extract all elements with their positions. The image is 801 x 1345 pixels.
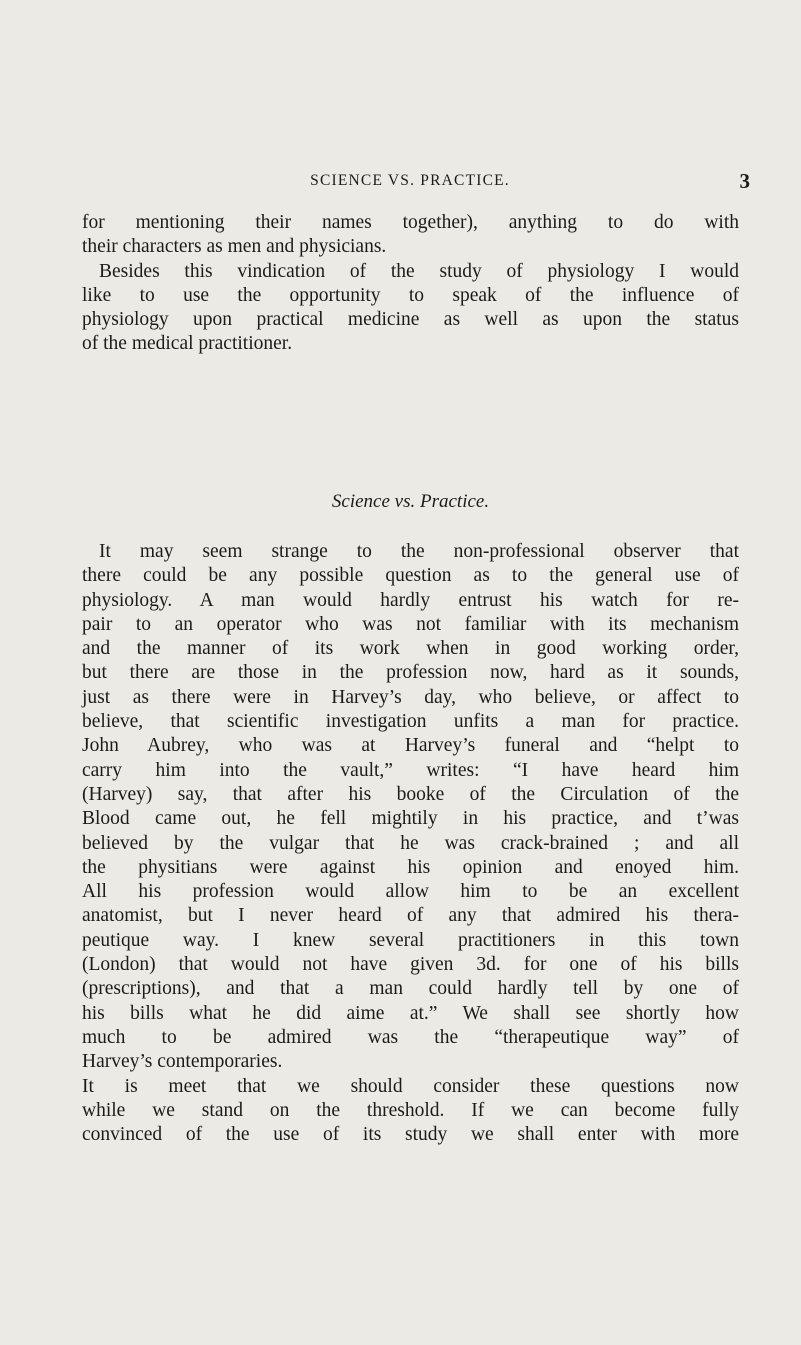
text-line: (Harvey) say, that after his booke of the Circulation of the — [82, 783, 739, 805]
text-line: Blood came out, he fell mightily in his practice, and t’was — [82, 808, 739, 830]
text-line: peutique way. I knew several practitioners in this town — [82, 929, 739, 951]
page-header — [70, 169, 750, 196]
running-head: SCIENCE VS. PRACTICE. — [310, 172, 510, 189]
text-line: anatomist, but I never heard of any that admired his thera- — [82, 905, 739, 927]
text-line: convinced of the use of its study we shall enter with more — [82, 1124, 739, 1146]
text-line: there could be any possible question as to the general use of — [82, 565, 739, 587]
text-line: for mentioning their names together), anything to do with — [82, 212, 739, 233]
text-line: their characters as men and physicians. — [82, 236, 387, 258]
text-line: believe, that scientific investigation unfits a man for practice. — [82, 711, 739, 733]
text-line: while we stand on the threshold. If we can become fully — [82, 1099, 739, 1121]
text-line: and the manner of its work when in good working order, — [82, 638, 739, 660]
paragraph-2 — [82, 540, 739, 1147]
text-line: believed by the vulgar that he was crack-brained ; and all — [82, 832, 739, 854]
page-number: 3 — [739, 169, 750, 193]
section-heading: Science vs. Practice. — [331, 491, 490, 512]
text-line: much to be admired was the “therapeutique way” of — [82, 1026, 739, 1048]
text-line: It may seem strange to the non-professional observer that — [99, 541, 739, 562]
text-line: (prescriptions), and that a man could hardly tell by one of — [82, 978, 739, 1000]
text-line: his bills what he did aime at.” We shall see shortly how — [82, 1002, 739, 1024]
text-line: pair to an operator who was not familiar with its mechanism — [82, 613, 739, 635]
text-line: of the medical practitioner. — [82, 333, 293, 355]
text-line: John Aubrey, who was at Harvey’s funeral and “helpt to — [82, 735, 739, 757]
text-line: Besides this vindication of the study of physiology I would — [99, 260, 739, 282]
text-line: All his profession would allow him to be an excellent — [82, 881, 739, 903]
text-line: (London) that would not have given 3d. for one of his bills — [82, 954, 739, 976]
text-line: Harvey’s contemporaries. — [82, 1051, 283, 1073]
text-line: physiology. A man would hardly entrust his watch for re- — [82, 589, 739, 611]
text-line: the physitians were against his opinion and enoyed him. — [82, 856, 739, 878]
text-line: It is meet that we should consider these questions now — [82, 1075, 739, 1097]
text-line: but there are those in the profession now, hard as it sounds, — [82, 662, 739, 684]
body-text — [82, 211, 739, 1146]
text-line: carry him into the vault,” writes: “I have heard him — [82, 759, 739, 781]
text-line: just as there were in Harvey’s day, who believe, or affect to — [82, 686, 739, 708]
text-line: like to use the opportunity to speak of the influence of — [82, 284, 739, 306]
text-line: physiology upon practical medicine as well as upon the status — [82, 309, 739, 331]
paragraph-1 — [82, 211, 739, 357]
